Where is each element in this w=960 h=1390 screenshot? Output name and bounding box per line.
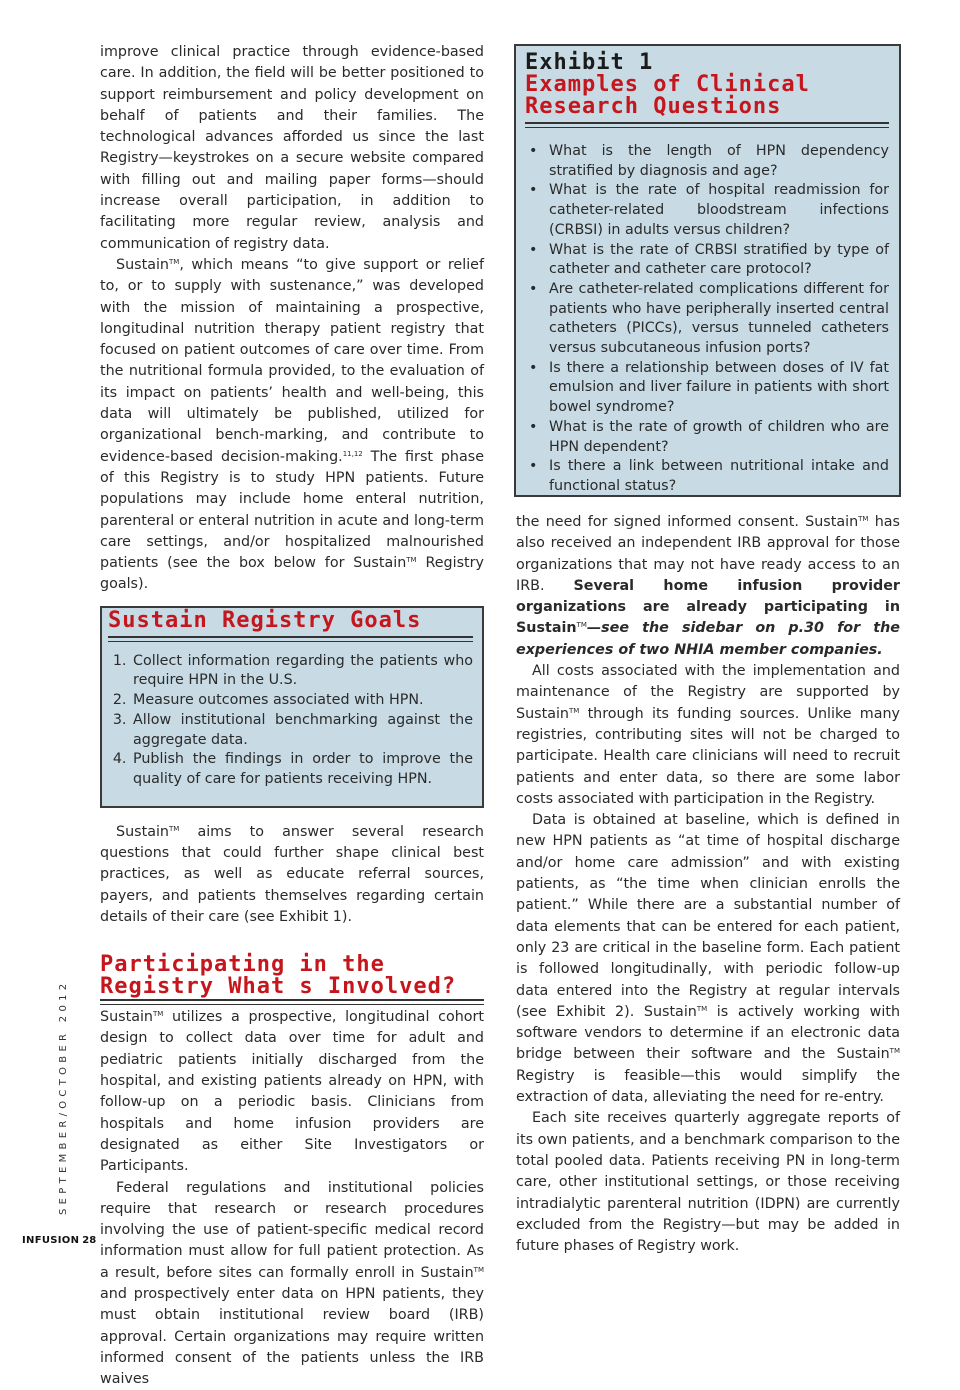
exhibit-label: Exhibit 1 [525, 52, 889, 74]
list-item: • What is the rate of hospital readmission for catheter-related bloodstream infections (CRBSI) in adults versus children? [525, 181, 889, 240]
registry-goals-box [100, 606, 484, 808]
exhibit-1-box [514, 44, 901, 497]
section-heading: Participating in the Registry What s Involved? [100, 954, 484, 998]
page-footer [22, 1235, 96, 1246]
list-item: 1. Collect information regarding the patients who require HPN in the U.S. [131, 652, 473, 691]
body-paragraph: Federal regulations and institutional policies require that research or research procedures involving the use of patient-specific medical record information must allow for full patient protection. As a result, before sites can formally enroll in Sustain™ and prospectively enter data on HPN patients, they must obtain institutional review board (IRB) approval. Certain organizations may require written informed consent of the patients unless the IRB waives [100, 1178, 484, 1390]
right-column [516, 512, 900, 1257]
body-paragraph: All costs associated with the implementation and maintenance of the Registry are supported by Sustain™ through its funding sources. Unlike many registries, contributing sites will not be charged to participate. Health care clinicians will need to recruit patients and enter data, so there are some labor costs associated with participation in the Registry. [516, 661, 900, 810]
body-paragraph: Data is obtained at baseline, which is defined in new HPN patients as “at time of hospital discharge and/or home care admission” and with existing patients, as “the time when clinician enrolls the patient.” While there are a substantial number of data elements that can be entered for each patient, only 23 are critical in the baseline form. Each patient is followed longitudinally, with periodic follow-up data entered into the Registry at regular intervals (see Exhibit 2). Sustain™ is actively working with software vendors to determine if an electronic data bridge between their software and the Sustain™ Registry is feasible—this would simplify the extraction of data, alleviating the need for re-entry. [516, 810, 900, 1108]
list-item: 2. Measure outcomes associated with HPN. [131, 691, 473, 711]
list-item: 3. Allow institutional benchmarking against the aggregate data. [131, 711, 473, 750]
page-number: 28 [82, 1235, 96, 1246]
body-paragraph: the need for signed informed consent. Sustain™ has also received an independent IRB approval for those organizations that may not have ready access to an IRB. Several home infusion provider organizations are already participating in Sustain™—see the sidebar on p.30 for the experiences of two NHIA member companies. [516, 512, 900, 661]
body-paragraph: improve clinical practice through evidence-based care. In addition, the field will be better positioned to support reimbursement and policy development on behalf of patients and their families. The technological advances afforded us since the last Registry—keystrokes on a secure website compared with filling out and mailing paper forms—should increase overall participation, in addition to facilitating more regular review, analysis and communication of registry data. [100, 42, 484, 255]
list-item: • Is there a link between nutritional intake and functional status? [525, 457, 889, 496]
body-paragraph: Sustain™ utilizes a prospective, longitudinal cohort design to collect data over time for adult and pediatric patients initially discharged from the hospital, and existing patients already on HPN, with follow-up on a periodic basis. Clinicians from hospitals and home infusion providers are designated as either Site Investigators or Participants. [100, 1007, 484, 1177]
title-rule [525, 122, 889, 128]
list-item: • Are catheter-related complications different for patients who have peripherally inserted central catheters (PICCs), versus tunneled catheters versus subcutaneous infusion ports? [525, 280, 889, 359]
body-paragraph: Sustain™ aims to answer several research questions that could further shape clinical best practices, as well as educate referral sources, payers, and patients themselves regarding certain details of their care (see Exhibit 1). [100, 822, 484, 928]
magazine-logo: INFUSION [22, 1235, 79, 1246]
body-paragraph: Each site receives quarterly aggregate reports of its own patients, and a benchmark comparison to the total pooled data. Patients receiving PN in long-term care, other institutional settings, or those receiving intradialytic parenteral nutrition (IDPN) are currently excluded from the Registry—but may be added in future phases of Registry work. [516, 1108, 900, 1257]
list-item: • What is the length of HPN dependency stratified by diagnosis and age? [525, 142, 889, 181]
list-item: • What is the rate of CRBSI stratified by type of catheter and catheter care protocol? [525, 241, 889, 280]
list-item: 4. Publish the findings in order to improve the quality of care for patients receiving HPN. [131, 750, 473, 789]
list-item: • What is the rate of growth of children who are HPN dependent? [525, 418, 889, 457]
questions-list [525, 142, 889, 497]
exhibit-title: Examples of Clinical Research Questions [525, 74, 889, 118]
body-paragraph: Sustain™, which means “to give support or relief to, or to supply with sustenance,” was developed with the mission of maintaining a prospective, longitudinal nutrition therapy patient registry that focused on patient outcomes of care over time. From the nutritional formula provided, to the evaluation of its impact on patients’ health and well-being, this data will ultimately be published, utilized for organizational bench-marking, and contribute to evidence-based decision-making.$^{11,12}$ The first phase of this Registry is to study HPN patients. Future populations may include home enteral nutrition, parenteral or enteral nutrition in acute and long-term care settings, and/or hospitalized malnourished patients (see the box below for Sustain™ Registry goals). [100, 255, 484, 596]
list-item: • Is there a relationship between doses of IV fat emulsion and liver failure in patients with short bowel syndrome? [525, 359, 889, 418]
goals-title: Sustain Registry Goals [108, 610, 473, 632]
goals-list [108, 652, 473, 790]
title-rule [108, 636, 473, 642]
heading-rule [100, 999, 484, 1005]
left-column [100, 42, 484, 1390]
issue-date: SEPTEMBER/OCTOBER 2012 [58, 980, 69, 1215]
